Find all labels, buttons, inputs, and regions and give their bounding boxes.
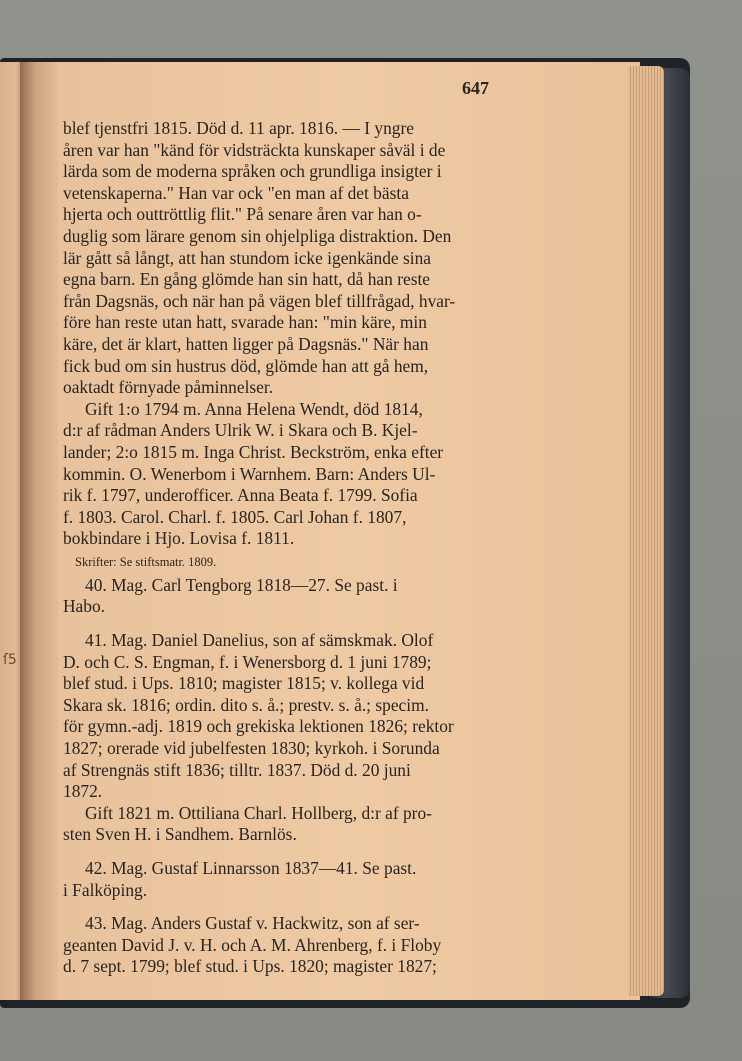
text-line: Habo. [63, 596, 106, 617]
text-line: fick bud om sin hustrus död, glömde han att gå hem, [63, 355, 429, 376]
text-line: lander; 2:o 1815 m. Inga Christ. Beckström, enka efter [63, 441, 444, 462]
text-line: duglig som lärare genom sin ohjelpliga distraktion. Den [63, 225, 452, 246]
text-line: egna barn. En gång glömde han sin hatt, då han reste [63, 269, 431, 290]
text-line: hjerta och outtröttlig flit." På senare åren var han o- [63, 204, 422, 225]
text-line: oaktadt förnyade påminnelser. [63, 377, 274, 398]
text-line: Gift 1:o 1794 m. Anna Helena Wendt, död 1814, [85, 398, 423, 419]
text-line: käre, det är klart, hatten ligger på Dagsnäs." När han [63, 333, 429, 354]
text-line: åren var han "känd för vidsträckta kunskaper såväl i de [63, 139, 446, 160]
text-line: bokbindare i Hjo. Lovisa f. 1811. [63, 528, 295, 549]
text-line: lär gått så långt, att han stundom icke igenkände sina [63, 247, 431, 268]
page-text [63, 118, 533, 978]
margin-note: ſ5 [3, 652, 17, 668]
spacer [63, 618, 533, 630]
text-line: kommin. O. Wenerbom i Warnhem. Barn: Anders Ul- [63, 463, 436, 484]
text-line: af Strengnäs stift 1836; tilltr. 1837. Död d. 20 juni [63, 759, 411, 780]
text-line: före han reste utan hatt, svarade han: "min käre, min [63, 312, 427, 333]
skrifter-note: Skrifter: Se stiftsmatr. 1809. [75, 554, 217, 569]
text-line: sten Sven H. i Sandhem. Barnlös. [63, 824, 297, 845]
page-number: 647 [462, 78, 489, 98]
text-line: blef tjenstfri 1815. Död d. 11 apr. 1816. — I yngre [63, 118, 414, 138]
text-line: d:r af rådman Anders Ulrik W. i Skara och B. Kjel- [63, 420, 418, 441]
entry-40-heading: 40. Mag. Carl Tengborg 1818—27. Se past. i [85, 574, 398, 595]
text-line: D. och C. S. Engman, f. i Wenersborg d. 1 juni 1789; [63, 651, 432, 672]
text-line: i Falköping. [63, 879, 148, 900]
page-block-edges [628, 66, 664, 996]
left-page-edge [0, 62, 22, 1000]
text-line: f. 1803. Carol. Charl. f. 1805. Carl Johan f. 1807, [63, 506, 407, 527]
text-line: Gift 1821 m. Ottiliana Charl. Hollberg, d:r af pro- [85, 802, 432, 823]
text-line: lärda som de moderna språken och grundliga insigter i [63, 161, 442, 182]
text-line: d. 7 sept. 1799; blef stud. i Ups. 1820; magister 1827; [63, 956, 437, 977]
spacer [63, 901, 533, 913]
text-line: Skara sk. 1816; ordin. dito s. å.; prestv. s. å.; specim. [63, 694, 429, 715]
text-line: blef stud. i Ups. 1810; magister 1815; v. kollega vid [63, 673, 425, 694]
spacer [63, 846, 533, 858]
text-line: geanten David J. v. H. och A. M. Ahrenberg, f. i Floby [63, 934, 442, 955]
text-line: 1872. [63, 781, 103, 802]
entry-42-heading: 42. Mag. Gustaf Linnarsson 1837—41. Se past. [85, 858, 417, 878]
text-line: för gymn.-adj. 1819 och grekiska lektionen 1826; rektor [63, 716, 454, 737]
text-line: rik f. 1797, underofficer. Anna Beata f. 1799. Sofia [63, 485, 418, 506]
entry-41-heading: 41. Mag. Daniel Danelius, son af sämskmak. Olof [85, 630, 434, 651]
entry-43-heading: 43. Mag. Anders Gustaf v. Hackwitz, son af ser- [85, 913, 420, 934]
text-line: vetenskaperna." Han var ock "en man af det bästa [63, 182, 409, 203]
text-line: 1827; orerade vid jubelfesten 1830; kyrkoh. i Sorunda [63, 738, 440, 759]
page-gutter [20, 62, 60, 1000]
text-line: från Dagsnäs, och när han på vägen blef tillfrågad, hvar- [63, 290, 456, 311]
